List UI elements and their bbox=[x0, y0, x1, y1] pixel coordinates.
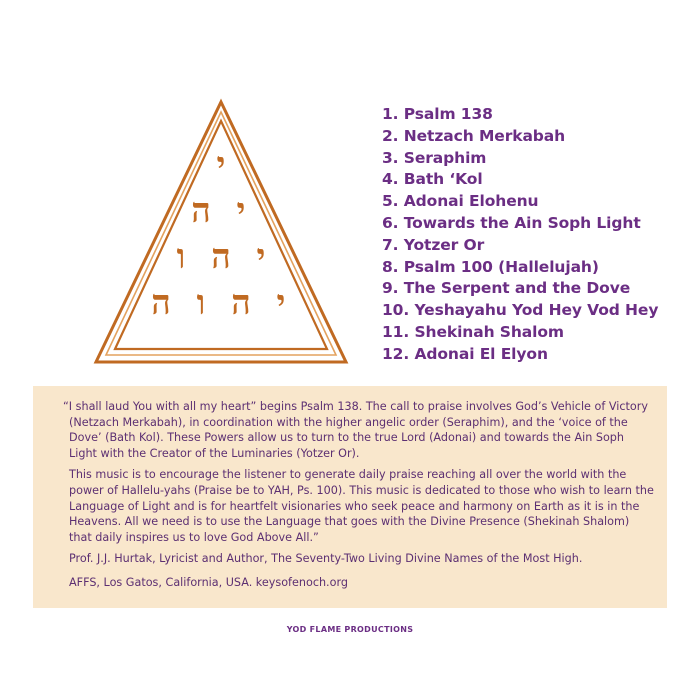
track-item: 7. Yotzer Or bbox=[382, 235, 485, 254]
track-item: 9. The Serpent and the Dove bbox=[382, 279, 631, 298]
liner-notes-box bbox=[33, 386, 667, 608]
track-item: 2. Netzach Merkabah bbox=[382, 126, 566, 145]
hebrew-letter: ה bbox=[231, 283, 251, 323]
notes-paragraph-2: This music is to encourage the listener to generate daily praise reaching all over the world with the power of Hallelu-yahs (Praise be to YAH, Ps. 100). This music is dedicated to those who wish to learn the Language of Light and is for heartfelt visionaries who seek peace and harmony on Earth as it is in the Heavens. All we need is to use the Language that goes with the Divine Presence (Shekinah Shalom) that daily inspires us to love God Above All.” bbox=[69, 468, 654, 544]
notes-paragraph-1: “I shall laud You with all my heart” begins Psalm 138. The call to praise involves God’s Vehicle of Victory (Netzach Merkabah), in coordination with the higher angelic order (Seraphim), and the ‘voice of the Dove’ (Bath Kol). These Powers allow us to turn to the true Lord (Adonai) and towards the Ain Soph Light with the Creator of the Luminaries (Yotzer Or). bbox=[63, 400, 648, 460]
triangle-svg bbox=[92, 98, 350, 366]
track-item: 5. Adonai Elohenu bbox=[382, 192, 539, 211]
yhvh-triangle-emblem bbox=[92, 98, 350, 366]
hebrew-letter: י bbox=[256, 237, 266, 277]
track-item: 11. Shekinah Shalom bbox=[382, 322, 564, 341]
track-item: 12. Adonai El Elyon bbox=[382, 344, 548, 363]
publisher-address: AFFS, Los Gatos, California, USA. keysofenoch.org bbox=[69, 575, 348, 589]
hebrew-letter: י bbox=[236, 191, 246, 231]
footer-label: YOD FLAME PRODUCTIONS bbox=[286, 625, 414, 634]
author-credit: Prof. J.J. Hurtak, Lyricist and Author, The Seventy-Two Living Divine Names of the Most High. bbox=[69, 552, 583, 566]
track-item: 1. Psalm 138 bbox=[382, 105, 493, 123]
hebrew-letter: ו bbox=[196, 283, 206, 323]
hebrew-letter: ו bbox=[176, 237, 186, 277]
track-item: 3. Seraphim bbox=[382, 148, 487, 167]
track-item: 4. Bath ‘Kol bbox=[382, 170, 483, 189]
hebrew-letter: ה bbox=[151, 283, 171, 323]
hebrew-letter: ה bbox=[211, 237, 231, 277]
track-list bbox=[382, 104, 658, 366]
hebrew-letter: י bbox=[216, 145, 226, 185]
track-item: 8. Psalm 100 (Hallelujah) bbox=[382, 257, 599, 276]
hebrew-letter: י bbox=[276, 283, 286, 323]
track-item: 6. Towards the Ain Soph Light bbox=[382, 213, 641, 232]
hebrew-letter: ה bbox=[191, 191, 211, 231]
track-item: 10. Yeshayahu Yod Hey Vod Hey bbox=[382, 301, 659, 320]
triangle-outer bbox=[96, 102, 346, 362]
hebrew-letters bbox=[151, 145, 285, 323]
